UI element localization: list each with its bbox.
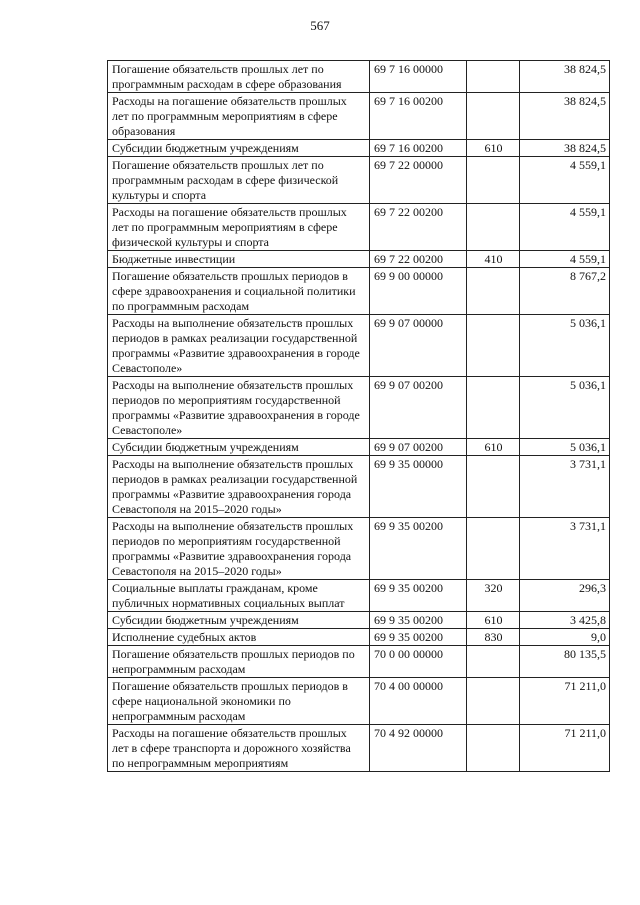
amount-cell: 3 425,8	[520, 612, 610, 629]
expense-type-cell	[467, 61, 520, 93]
classification-code-cell: 69 7 22 00200	[370, 251, 467, 268]
expense-type-cell	[467, 678, 520, 725]
expense-name-cell: Бюджетные инвестиции	[108, 251, 370, 268]
expense-type-cell	[467, 157, 520, 204]
classification-code-cell: 69 9 07 00200	[370, 439, 467, 456]
classification-code-cell: 69 7 16 00000	[370, 61, 467, 93]
classification-code-cell: 70 4 00 00000	[370, 678, 467, 725]
expense-type-cell	[467, 204, 520, 251]
amount-cell: 9,0	[520, 629, 610, 646]
expense-name-cell: Социальные выплаты гражданам, кроме публичных нормативных социальных выплат	[108, 580, 370, 612]
expense-name-cell: Расходы на погашение обязательств прошлых лет по программным мероприятиям в сфере образования	[108, 93, 370, 140]
amount-cell: 3 731,1	[520, 518, 610, 580]
expense-name-cell: Субсидии бюджетным учреждениям	[108, 612, 370, 629]
expense-type-cell: 410	[467, 251, 520, 268]
classification-code-cell: 69 9 35 00200	[370, 580, 467, 612]
expense-type-cell	[467, 93, 520, 140]
expense-name-cell: Расходы на выполнение обязательств прошлых периодов в рамках реализации государственной программы «Развитие здравоохранения в городе Севастополе»	[108, 315, 370, 377]
amount-cell: 5 036,1	[520, 315, 610, 377]
classification-code-cell: 69 9 35 00200	[370, 629, 467, 646]
table-row	[108, 725, 610, 772]
amount-cell: 4 559,1	[520, 157, 610, 204]
expense-name-cell: Погашение обязательств прошлых периодов по непрограммным расходам	[108, 646, 370, 678]
amount-cell: 38 824,5	[520, 61, 610, 93]
table-row	[108, 140, 610, 157]
expense-type-cell: 610	[467, 612, 520, 629]
table-row	[108, 439, 610, 456]
table-row	[108, 629, 610, 646]
amount-cell: 71 211,0	[520, 725, 610, 772]
expense-name-cell: Расходы на погашение обязательств прошлых лет в сфере транспорта и дорожного хозяйства по непрограммным мероприятиям	[108, 725, 370, 772]
classification-code-cell: 70 0 00 00000	[370, 646, 467, 678]
expense-name-cell: Погашение обязательств прошлых лет по программным расходам в сфере физической культуры и спорта	[108, 157, 370, 204]
classification-code-cell: 69 9 35 00000	[370, 456, 467, 518]
expense-type-cell: 610	[467, 140, 520, 157]
table-row	[108, 268, 610, 315]
expense-name-cell: Погашение обязательств прошлых периодов в сфере здравоохранения и социальной политики по программным расходам	[108, 268, 370, 315]
table-row	[108, 377, 610, 439]
amount-cell: 38 824,5	[520, 93, 610, 140]
table-row	[108, 251, 610, 268]
expense-name-cell: Исполнение судебных актов	[108, 629, 370, 646]
amount-cell: 71 211,0	[520, 678, 610, 725]
table-row	[108, 157, 610, 204]
amount-cell: 38 824,5	[520, 140, 610, 157]
table-row	[108, 646, 610, 678]
expense-type-cell	[467, 456, 520, 518]
expense-name-cell: Расходы на выполнение обязательств прошлых периодов в рамках реализации государственной программы «Развитие здравоохранения города Севастополя на 2015–2020 годы»	[108, 456, 370, 518]
expense-type-cell: 830	[467, 629, 520, 646]
classification-code-cell: 69 9 35 00200	[370, 612, 467, 629]
amount-cell: 3 731,1	[520, 456, 610, 518]
expense-name-cell: Субсидии бюджетным учреждениям	[108, 439, 370, 456]
expense-name-cell: Расходы на выполнение обязательств прошлых периодов по мероприятиям государственной программы «Развитие здравоохранения в городе Севастополе»	[108, 377, 370, 439]
table-row	[108, 678, 610, 725]
expense-type-cell	[467, 377, 520, 439]
table-row	[108, 612, 610, 629]
table-row	[108, 315, 610, 377]
expense-type-cell: 320	[467, 580, 520, 612]
page-number: 567	[310, 18, 330, 33]
expense-type-cell	[467, 646, 520, 678]
classification-code-cell: 69 7 22 00000	[370, 157, 467, 204]
expense-name-cell: Погашение обязательств прошлых лет по программным расходам в сфере образования	[108, 61, 370, 93]
classification-code-cell: 69 9 00 00000	[370, 268, 467, 315]
classification-code-cell: 69 7 16 00200	[370, 140, 467, 157]
expense-type-cell	[467, 315, 520, 377]
expense-type-cell	[467, 268, 520, 315]
amount-cell: 4 559,1	[520, 204, 610, 251]
amount-cell: 5 036,1	[520, 377, 610, 439]
expense-name-cell: Расходы на погашение обязательств прошлых лет по программным мероприятиям в сфере физической культуры и спорта	[108, 204, 370, 251]
table-row	[108, 518, 610, 580]
table-row	[108, 580, 610, 612]
classification-code-cell: 69 7 16 00200	[370, 93, 467, 140]
budget-table-body	[108, 61, 610, 772]
expense-name-cell: Расходы на выполнение обязательств прошлых периодов по мероприятиям государственной программы «Развитие здравоохранения города Севастополя на 2015–2020 годы»	[108, 518, 370, 580]
table-row	[108, 61, 610, 93]
amount-cell: 80 135,5	[520, 646, 610, 678]
expense-name-cell: Погашение обязательств прошлых периодов в сфере национальной экономики по непрограммным расходам	[108, 678, 370, 725]
budget-table	[107, 60, 610, 772]
expense-type-cell	[467, 518, 520, 580]
classification-code-cell: 69 7 22 00200	[370, 204, 467, 251]
classification-code-cell: 69 9 35 00200	[370, 518, 467, 580]
expense-type-cell	[467, 725, 520, 772]
amount-cell: 8 767,2	[520, 268, 610, 315]
classification-code-cell: 69 9 07 00200	[370, 377, 467, 439]
amount-cell: 296,3	[520, 580, 610, 612]
expense-name-cell: Субсидии бюджетным учреждениям	[108, 140, 370, 157]
expense-type-cell: 610	[467, 439, 520, 456]
amount-cell: 5 036,1	[520, 439, 610, 456]
table-row	[108, 204, 610, 251]
classification-code-cell: 69 9 07 00000	[370, 315, 467, 377]
table-row	[108, 456, 610, 518]
table-row	[108, 93, 610, 140]
amount-cell: 4 559,1	[520, 251, 610, 268]
classification-code-cell: 70 4 92 00000	[370, 725, 467, 772]
